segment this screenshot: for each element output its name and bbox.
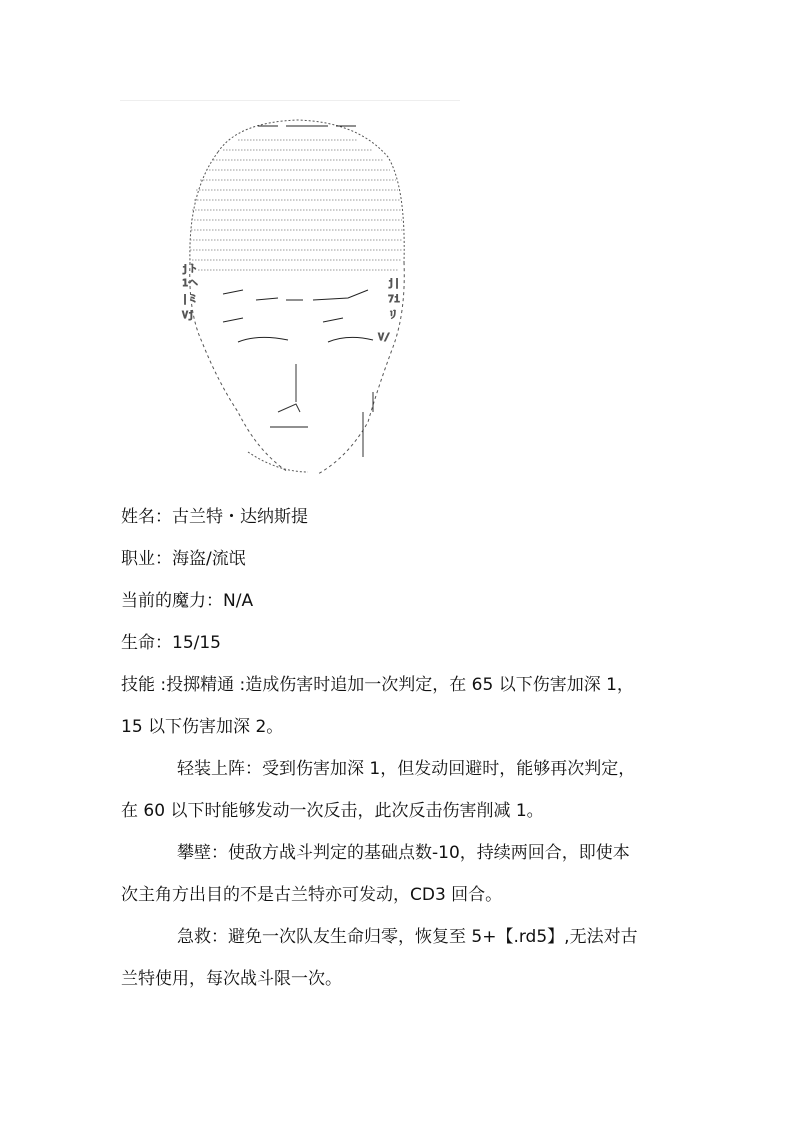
skill-3-text-1: 攀壁：使敌方战斗判定的基础点数-10，持续两回合，即使本	[177, 843, 630, 863]
svg-text:1ヘ: 1ヘ	[182, 278, 199, 289]
skill-3-text-2: 次主角方出目的不是古兰特亦可发动，CD3 回合。	[121, 885, 503, 905]
skill-1-line-2	[121, 716, 283, 738]
ascii-art-face-icon	[178, 112, 418, 484]
svg-text:Vj: Vj	[182, 310, 195, 321]
mana-row	[121, 590, 253, 612]
skill-2-line-1	[177, 758, 635, 780]
skill-1-text-2: 15 以下伤害加深 2。	[121, 717, 284, 737]
skill-1-text-1: 投掷精通 :造成伤害时追加一次判定，在 65 以下伤害加深 1，	[166, 675, 634, 695]
skill-3-line-2	[121, 884, 502, 906]
skill-2-text-1: 轻装上阵：受到伤害加深 1，但发动回避时，能够再次判定，	[177, 759, 636, 779]
hp-value: 15/15	[172, 633, 221, 653]
mana-label: 当前的魔力：	[121, 591, 223, 611]
name-value: 古兰特・达纳斯提	[172, 507, 308, 527]
job-label: 职业：	[121, 549, 172, 569]
skill-4-line-2	[121, 968, 342, 990]
skill-4-line-1	[177, 926, 638, 948]
skills-label: 技能 :	[121, 675, 167, 695]
name-label: 姓名：	[121, 507, 172, 527]
svg-text:|ミ: |ミ	[182, 294, 199, 305]
mana-value: N/A	[223, 591, 254, 611]
hp-row	[121, 632, 221, 654]
skill-2-text-2: 在 60 以下时能够发动一次反击，此次反击伤害削减 1。	[121, 801, 544, 821]
hp-label: 生命：	[121, 633, 172, 653]
skill-2-line-2	[121, 800, 544, 822]
ascii-art-portrait	[178, 112, 418, 484]
skill-4-text-1: 急救：避免一次队友生命归零，恢复至 5+【.rd5】,无法对古	[177, 927, 638, 947]
skill-3-line-1	[177, 842, 630, 864]
svg-text:j|: j|	[388, 278, 401, 289]
top-divider	[120, 100, 460, 101]
skill-1-line-1	[121, 674, 634, 696]
svg-text:7i: 7i	[388, 294, 401, 305]
skill-4-text-2: 兰特使用，每次战斗限一次。	[121, 969, 342, 989]
job-value: 海盗/流氓	[172, 549, 246, 569]
svg-text:リ: リ	[388, 310, 398, 321]
svg-text:jト: jト	[182, 264, 199, 275]
job-row	[121, 548, 246, 570]
name-row	[121, 506, 308, 528]
svg-text:V/: V/	[378, 332, 391, 343]
